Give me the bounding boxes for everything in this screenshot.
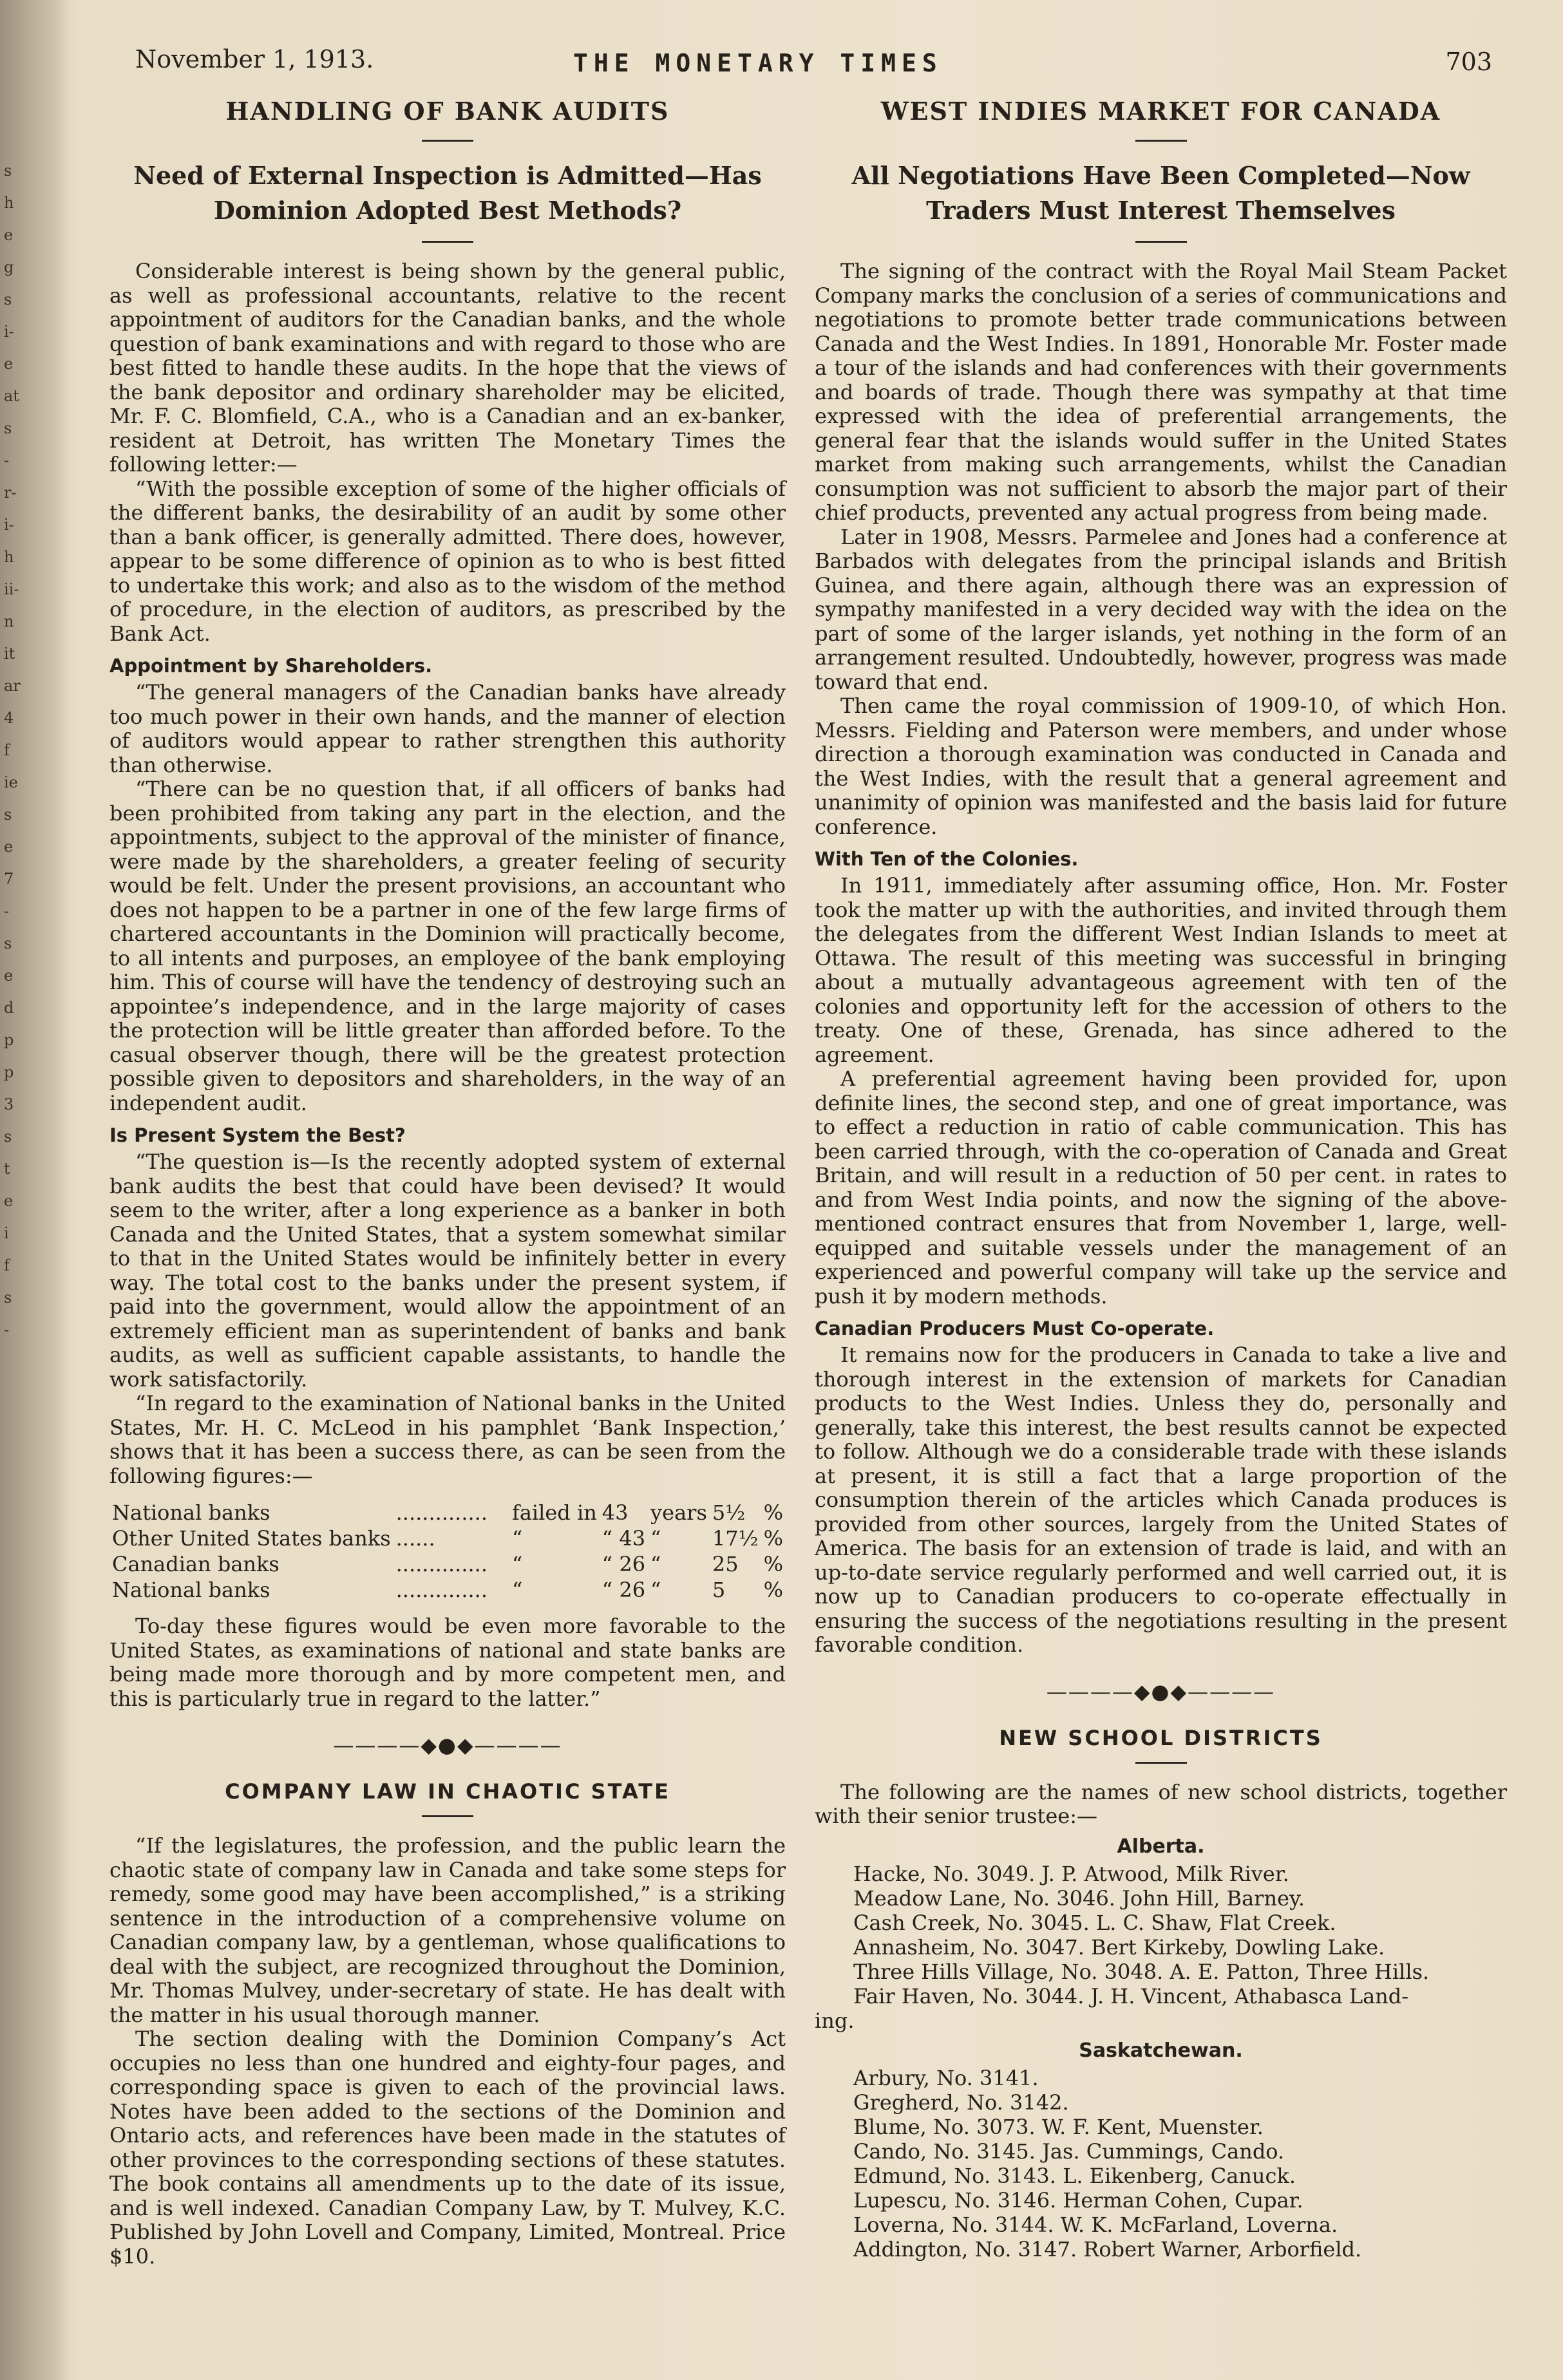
gutter-letter: - [4,1321,10,1339]
gutter-letter: s [4,419,12,437]
gutter-letter: d [4,999,14,1017]
list-item: Lupescu, No. 3146. Herman Cohen, Cupar. [853,2187,1303,2213]
table-cell-d: 5 [712,1578,726,1602]
gutter-letter: ar [4,677,21,695]
gutter-letter: p [4,1063,14,1081]
table-cell-e: % [763,1552,783,1576]
gutter-letters [4,155,23,1346]
table-cell-leader: .............. [395,1500,488,1525]
table-cell-name: National banks [112,1500,270,1525]
list-item: Loverna, No. 3144. W. K. McFarland, Loverna. [853,2212,1338,2237]
gutter-letter: n [4,612,14,630]
title-rule [1135,1762,1187,1764]
gutter-letter: i- [4,516,14,534]
province-heading-alberta: Alberta. [1117,1835,1205,1858]
table-cell-a: failed in [511,1500,597,1525]
bank-failure-table [109,1500,786,1603]
table-cell-e: % [763,1526,783,1551]
alberta-district-list [815,1862,1507,2008]
table-cell-c: “ [650,1552,661,1576]
list-item: Addington, No. 3147. Robert Warner, Arborfield. [853,2236,1362,2262]
issue-date: November 1, 1913. [135,45,374,73]
list-item: Fair Haven, No. 3044. J. H. Vincent, Athabasca Land- [853,1983,1409,2008]
table-cell-c: “ [650,1526,661,1551]
gutter-letter: f [4,1256,10,1274]
table-cell-b: “ 26 [602,1552,646,1576]
paragraph: The section dealing with the Dominion Company’s Act occupies no less than one hundred and eighty-four pages, and corresponding space is given to each of the provincial laws. Notes have been added to the sections of the Dominion and Ontario acts, and references have been made in the statutes of other provinces to the corresponding sections of these statutes. The book contains all amendments up to the date of its issue, and is well indexed. Canadian Company Law, by T. Mulvey, K.C. Published by John Lovell and Company, Limited, Montreal. Price $10. [109,2026,786,2269]
saskatchewan-district-list [815,2066,1507,2262]
table-cell-c: years [650,1500,707,1525]
article-deck-bank-audits: Need of External Inspection is Admitted—Has Dominion Adopted Best Methods? [133,161,762,225]
table-row [109,1500,786,1525]
subheading: Canadian Producers Must Co-operate. [815,1318,1215,1339]
gutter-letter: at [4,387,19,405]
paragraph: In 1911, immediately after assuming office, Hon. Mr. Foster took the matter up with the authorities, and invited through them the delegates from the different West Indian Islands to meet at Ottawa. The result of this meeting was successful in bringing about a mutually advantageous agreement with ten of the colonies and opportunity left for the accession of others to the treaty. One of these, Grenada, has since adhered to the agreement. [815,873,1507,1067]
gutter-letter: h [4,194,14,212]
page-number: 703 [1445,48,1492,76]
table-cell-e: % [763,1500,783,1525]
title-rule [1135,140,1187,142]
gutter-letter: s [4,162,12,180]
list-item: Three Hills Village, No. 3048. A. E. Patton, Three Hills. [853,1959,1430,1984]
table-cell-name: Canadian banks [112,1552,279,1576]
list-item: Arbury, No. 3141. [853,2065,1039,2090]
gutter-letter: - [4,902,10,920]
gutter-letter: h [4,548,14,566]
gutter-letter: - [4,451,10,469]
list-item: Annasheim, No. 3047. Bert Kirkeby, Dowling Lake. [853,1934,1385,1960]
table-cell-leader: .............. [395,1552,488,1576]
list-item: Hacke, No. 3049. J. P. Atwood, Milk River. [853,1861,1289,1886]
table-cell-d: 25 [712,1552,739,1576]
table-cell-d: 5½ [712,1500,746,1525]
paragraph: The following are the names of new school districts, together with their senior trustee:— [815,1779,1507,1828]
table-cell-b: “ 26 [602,1578,646,1602]
paragraph: “There can be no question that, if all officers of banks had been prohibited from taking any part in the election, and the appointments, subject to the approval of the minister of finance, were made by the shareholders, a greater feeling of security would be felt. Under the present provisions, an accountant who does not happen to be a partner in one of the few large firms of chartered accountants in the Dominion will practically become, to all intents and purposes, an employee of the bank employing him. This of course will have the tendency of destroying such an appointee’s independence, and in the large majority of cases the protection will be little greater than afforded before. To the casual observer though, there will be the greatest protection possible given to depositors and shareholders, in the way of an independent audit. [109,777,786,1115]
list-item: Blume, No. 3073. W. F. Kent, Muenster. [853,2114,1264,2139]
article-title-west-indies: WEST INDIES MARKET FOR CANADA [880,97,1441,126]
section-ornament: ————◆●◆———— [333,1733,562,1757]
table-cell-d: 17½ [712,1526,759,1551]
gutter-letter: p [4,1031,14,1049]
paragraph: “If the legislatures, the profession, and the public learn the chaotic state of company law in Canada and take some steps for remedy, some good may have been accomplished,” is a striking sentence in the introduction of a comprehensive volume on Canadian company law, by a gentleman, whose qualifications to deal with the subject, are recognized throughout the Dominion, Mr. Thomas Mulvey, under-secretary of state. He has dealt with the matter in his usual thorough manner. [109,1833,786,2027]
gutter-letter: 7 [4,870,14,888]
paragraph: Then came the royal commission of 1909-10, of which Hon. Messrs. Fielding and Paterson were members, and under whose direction a thorough examination was conducted in Canada and the West Indies, with the result that a general agreement and unanimity of opinion was manifested and the basis laid for future conference. [815,694,1507,839]
paragraph: “The general managers of the Canadian banks have already too much power in their own hands, and the manner of election of auditors would appear to rather strengthen this authority than otherwise. [109,680,786,777]
gutter-letter: ie [4,773,18,791]
gutter-letter: e [4,967,14,985]
right-column [815,97,1507,2262]
page-header [135,45,1492,84]
gutter-letter: s [4,290,12,308]
paragraph: “The question is—Is the recently adopted system of external bank audits the best that could have been devised? It would seem to the writer, after a long experience as a banker in both Canada and the United States, that a system somewhat similar to that in the United States would be infinitely better in every way. The total cost to the banks under the present system, if paid into the government, would allow the appointment of an extremely efficient man as superintendent of banks and bank audits, as well as sufficient capable assistants, to handle the work satisfactorily. [109,1149,786,1392]
gutter-letter: e [4,226,14,244]
gutter-letter: e [4,1192,14,1210]
section-ornament: ————◆●◆———— [1046,1679,1276,1704]
list-item: Meadow Lane, No. 3046. John Hill, Barney. [853,1885,1305,1911]
table-cell-b: 43 [602,1500,629,1525]
paragraph: “With the possible exception of some of the higher officials of the different banks, the desirability of an audit by some other than a bank officer, is generally admitted. There does, however, appear to be some difference of opinion as to who is best fitted to undertake this work; and also as to the wisdom of the method of procedure, in the election of auditors, as prescribed by the Bank Act. [109,476,786,646]
paragraph: Later in 1908, Messrs. Parmelee and Jones had a conference at Barbados with delegates from the principal islands and British Guinea, and there again, although there was an expression of sympathy manifested in a very decided way with the idea on the part of some of the larger islands, yet nothing in the form of an arrangement resulted. Undoubtedly, however, progress was made toward that end. [815,524,1507,694]
subheading: With Ten of the Colonies. [815,848,1079,870]
paragraph: To-day these figures would be even more favorable to the United States, as examinations of national and state banks are being made more thorough and by more competent men, and this is particularly true in regard to the latter.” [109,1614,786,1711]
table-cell-c: “ [650,1578,661,1602]
paragraph: The signing of the contract with the Royal Mail Steam Packet Company marks the conclusion of a series of communications and negotiations to promote better trade communications between Canada and the West Indies. In 1891, Honorable Mr. Foster made a tour of the islands and had conferences with their governments and boards of trade. Though there was sympathy at that time expressed with the idea of preferential arrangements, the general fear that the islands would suffer in the United States market from making such arrangements, whilst the Canadian consumption was not sufficient to absorb the major part of their chief products, prevented any actual progress from being made. [815,259,1507,525]
table-cell-leader: .............. [395,1578,488,1602]
gutter-letter: f [4,741,10,759]
subheading: Is Present System the Best? [109,1124,406,1146]
table-cell-b: “ 43 [602,1526,646,1551]
left-column [109,97,786,2269]
title-rule [422,140,473,142]
table-row [109,1525,786,1551]
list-item: Cando, No. 3145. Jas. Cummings, Cando. [853,2139,1285,2164]
paragraph: It remains now for the producers in Canada to take a live and thorough interest in the extension of markets for Canadian products to the West Indies. Unless they do, personally and generally, take this interest, the best results cannot be expected to follow. Although we do a considerable trade with these islands at present, it is still a fact that a large proportion of the consumption therein of the articles which Canada produces is provided from other sources, largely from the United States of America. The basis for an extension of trade is laid, and with an up-to-date service regularly performed and well carried out, it is now up to Canadian producers to co-operate effectually in ensuring the success of the negotiations resulting in the present favorable condition. [815,1343,1507,1657]
gutter-letter: s [4,1289,12,1307]
gutter-letter: t [4,1160,10,1178]
gutter-letter: e [4,355,14,373]
publication-title: THE MONETARY TIMES [573,49,943,77]
gutter-letter: i- [4,323,14,341]
table-cell-a: “ [511,1578,523,1602]
deck-rule [1135,241,1187,243]
deck-rule [422,241,473,243]
table-cell-e: % [763,1578,783,1602]
table-row [109,1577,786,1603]
paragraph: A preferential agreement having been provided for, upon definite lines, the second step, and one of great importance, was to effect a reduction in ratio of cable communication. This has been carried through, with the co-operation of Canada and Great Britain, and will result in a reduction of 50 per cent. in rates to and from West India points, and now the signing of the above-mentioned contract ensures that from November 1, large, well-equipped and suitable vessels under the management of an experienced and powerful company will take up the service and push it by modern methods. [815,1066,1507,1308]
table-cell-a: “ [511,1552,523,1576]
gutter-letter: e [4,838,14,856]
gutter-letter: r- [4,484,17,502]
article-title-company-law: COMPANY LAW IN CHAOTIC STATE [225,1779,670,1804]
list-item: Cash Creek, No. 3045. L. C. Shaw, Flat Creek. [853,1910,1336,1935]
gutter-letter: it [4,645,15,663]
article-title-bank-audits: HANDLING OF BANK AUDITS [225,97,670,126]
paragraph: Considerable interest is being shown by the general public, as well as professional accountants, relative to the recent appointment of auditors for the Canadian banks, and the whole question of bank examinations and with regard to those who are best fitted to handle these audits. In the hope that the views of the bank depositor and ordinary shareholder may be elicited, Mr. F. C. Blomfield, C.A., who is a Canadian and an ex-banker, resident at Detroit, has written The Monetary Times the following letter:— [109,259,786,477]
article-title-school-districts: NEW SCHOOL DISTRICTS [999,1725,1323,1750]
gutter-letter: i [4,1224,9,1242]
table-cell-leader: ...... [395,1526,435,1551]
table-row [109,1551,786,1577]
gutter-letter: ii- [4,580,19,598]
gutter-letter: s [4,806,12,824]
list-item: Gregherd, No. 3142. [853,2090,1069,2115]
table-cell-name: National banks [112,1578,270,1602]
facing-page-gutter [0,0,71,2380]
subheading: Appointment by Shareholders. [109,655,433,677]
article-deck-west-indies: All Negotiations Have Been Completed—Now Traders Must Interest Themselves [851,161,1470,225]
table-cell-a: “ [511,1526,523,1551]
gutter-letter: s [4,1128,12,1146]
gutter-letter: 4 [4,709,14,727]
gutter-letter: 3 [4,1095,14,1113]
gutter-letter: g [4,258,14,276]
province-heading-saskatchewan: Saskatchewan. [1079,2039,1243,2062]
title-rule [422,1815,473,1817]
gutter-letter: s [4,934,12,952]
table-cell-name: Other United States banks [112,1526,391,1551]
paragraph: “In regard to the examination of National banks in the United States, Mr. H. C. McLeod in his pamphlet ‘Bank Inspection,’ shows that it has been a success there, as can be seen from the following figures:— [109,1391,786,1488]
list-item: Edmund, No. 3143. L. Eikenberg, Canuck. [853,2163,1296,2188]
list-item-continuation: ing. [815,2008,855,2033]
